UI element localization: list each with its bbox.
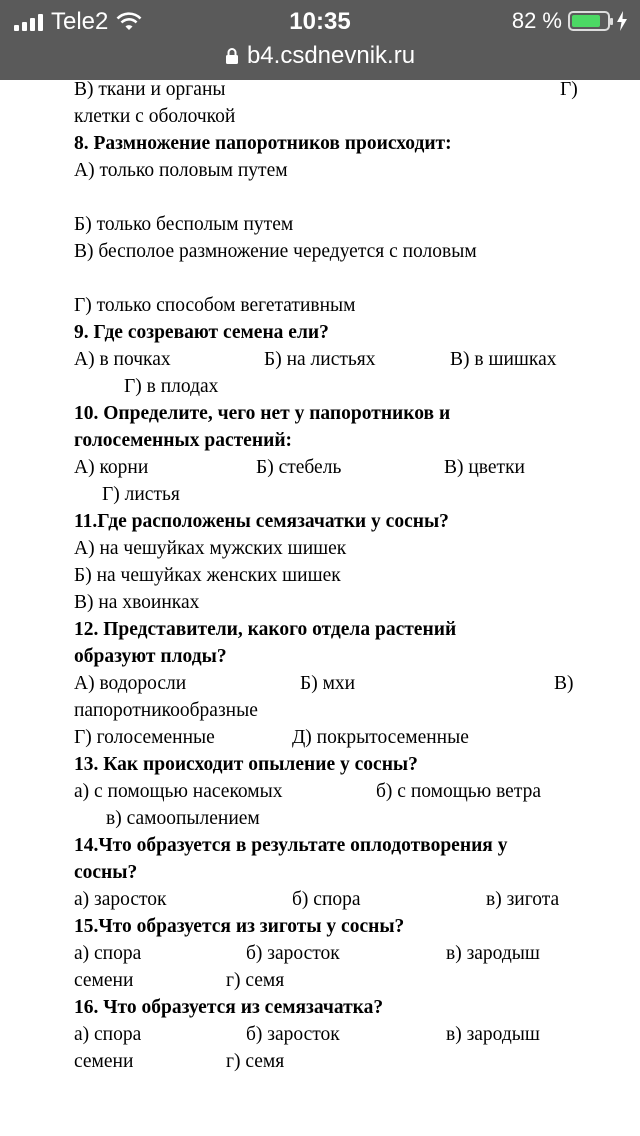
answer-option: г) семя [226,970,285,991]
answer-option: б) заросток [246,943,340,964]
status-bar [0,0,640,80]
answer-option: В) цветки [444,457,525,478]
answer-option: а) с помощью насекомых [74,781,283,802]
answer-line [74,778,586,805]
answer-line [74,670,586,697]
answer-option: А) водоросли [74,673,187,694]
answer-option: в) зигота [486,889,560,910]
battery-group [512,8,628,34]
answer-line [74,346,586,373]
blank-line [74,265,586,292]
answer-option: семени [74,1051,134,1072]
question-14: 14.Что образуется в результате оплодотворения у [74,835,508,856]
answer-option: Г) голосеменные [74,727,215,748]
document-content [74,76,586,1075]
answer-option: Б) на листьях [264,349,376,370]
answer-option: А) корни [74,457,149,478]
carrier-name: Tele2 [51,8,109,35]
answer-option: семени [74,970,134,991]
answer-line: А) только половым путем [74,160,288,181]
answer-line [74,1021,586,1048]
answer-option: б) заросток [246,1024,340,1045]
answer-option: а) заросток [74,889,167,910]
answer-option: А) в почках [74,349,171,370]
text-line: клетки с оболочкой [74,106,236,127]
question-10-cont: голосеменных растений: [74,430,293,451]
answer-line [74,886,586,913]
answer-option: г) семя [226,1051,285,1072]
answer-option: Д) покрытосеменные [292,727,469,748]
answer-line [74,940,586,967]
clock: 10:35 [289,8,351,35]
answer-option: в) зародыш [446,1024,540,1045]
answer-option: а) спора [74,943,142,964]
battery-percent: 82 % [511,8,562,33]
question-10: 10. Определите, чего нет у папоротников и [74,403,451,424]
answer-option: в) зародыш [446,943,540,964]
blank-line [74,184,586,211]
answer-line [74,805,586,832]
question-12: 12. Представители, какого отдела растений [74,619,457,640]
text-fragment: Г) [560,79,578,100]
answer-line: Б) только бесполым путем [74,214,294,235]
answer-line [74,724,586,751]
answer-option: б) с помощью ветра [376,781,541,802]
answer-line [74,967,586,994]
lock-icon [225,47,239,65]
answer-option: в) самоопылением [106,808,260,829]
text-line [74,76,586,103]
question-13: 13. Как происходит опыление у сосны? [74,754,418,775]
question-15: 15.Что образуется из зиготы у сосны? [74,916,405,937]
answer-option: Г) в плодах [124,376,219,397]
answer-option: Б) стебель [256,457,342,478]
answer-line [74,481,586,508]
answer-line: папоротникообразные [74,700,258,721]
answer-line: Г) только способом вегетативным [74,295,356,316]
answer-option: б) спора [292,889,361,910]
answer-line [74,373,586,400]
battery-icon [568,11,610,31]
question-11: 11.Где расположены семязачатки у сосны? [74,511,449,532]
answer-option: а) спора [74,1024,142,1045]
answer-line: В) на хвоинках [74,592,200,613]
question-8: 8. Размножение папоротников происходит: [74,133,452,154]
answer-line [74,454,586,481]
charging-bolt-icon [616,11,628,31]
question-9: 9. Где созревают семена ели? [74,322,329,343]
question-14-cont: сосны? [74,862,138,883]
answer-line: А) на чешуйках мужских шишек [74,538,347,559]
answer-option: В) [554,673,574,694]
answer-option: В) в шишках [450,349,557,370]
answer-option: Б) мхи [300,673,356,694]
answer-option: Г) листья [102,484,180,505]
answer-line [74,1048,586,1075]
answer-line: В) бесполое размножение чередуется с половым [74,241,477,262]
url-bar[interactable] [0,42,640,70]
question-16: 16. Что образуется из семязачатка? [74,997,384,1018]
text-fragment: В) ткани и органы [74,79,226,100]
question-12-cont: образуют плоды? [74,646,227,667]
url-text[interactable]: b4.csdnevnik.ru [246,42,416,69]
answer-line: Б) на чешуйках женских шишек [74,565,341,586]
